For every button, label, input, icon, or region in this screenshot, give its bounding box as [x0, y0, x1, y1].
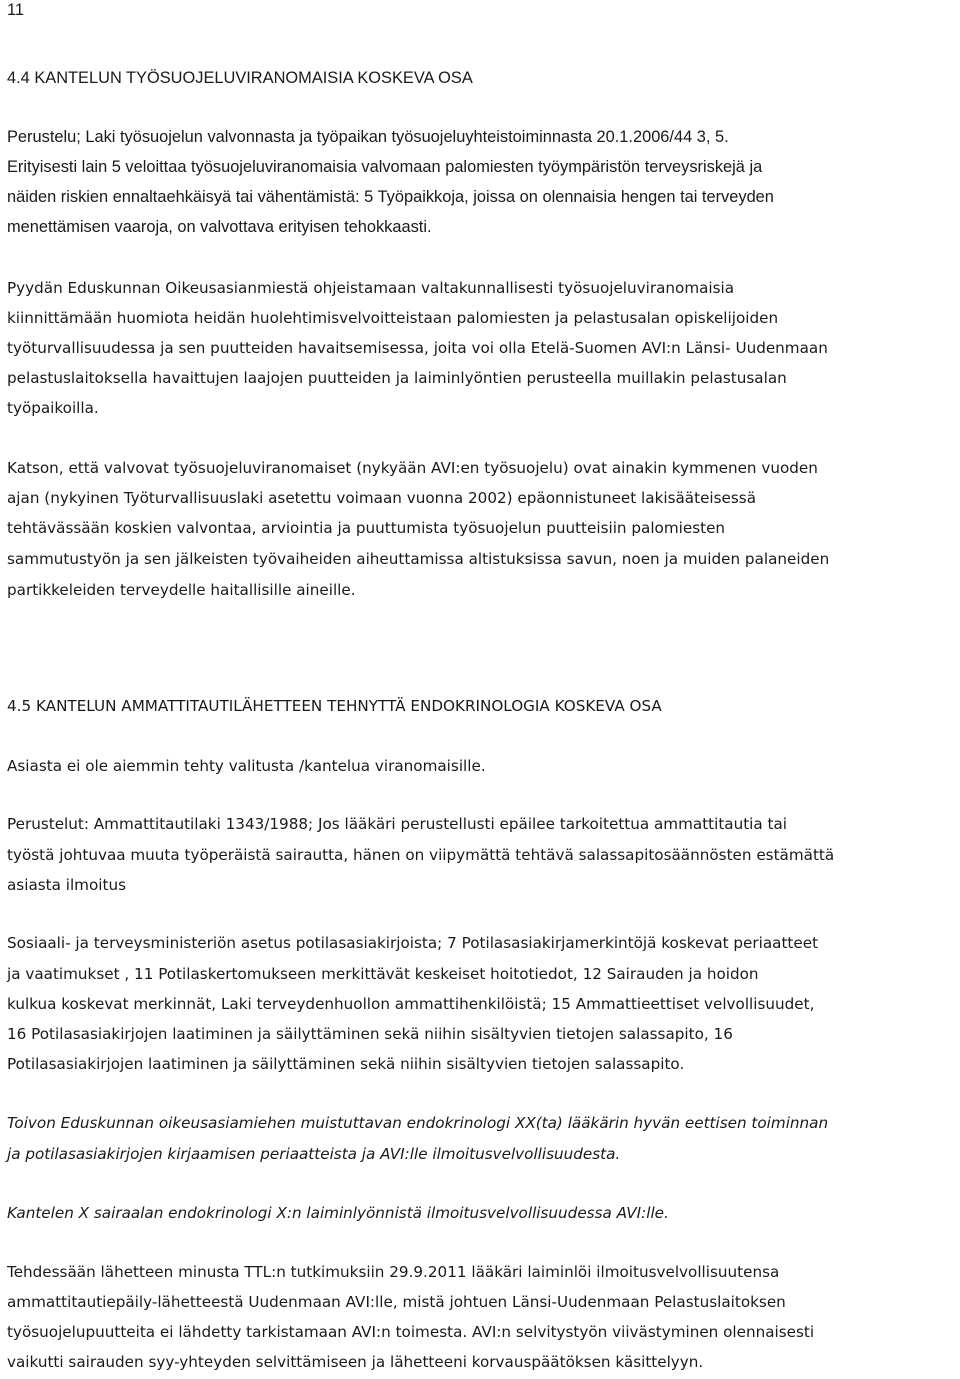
page-number: 11 [7, 1, 25, 19]
paragraph-line: Kantelen X sairaalan endokrinologi X:n laiminlyönnistä ilmoitusvelvollisuudessa AVI:lle. [7, 1204, 669, 1222]
paragraph-line: tehtävässään koskien valvontaa, arviointia ja puuttumista työsuojelun puutteisiin palomiesten [7, 519, 726, 537]
paragraph-line: menettämisen vaaroja, on valvottava erityisen tehokkaasti. [7, 218, 432, 236]
paragraph-line: sammutustyön ja sen jälkeisten työvaiheiden aiheuttamissa altistuksissa savun, noen ja muiden palaneiden [7, 550, 830, 568]
paragraph-line: kulkua koskevat merkinnät, Laki terveydenhuollon ammattihenkilöistä; 15 Ammattieettiset velvollisuudet, [7, 995, 815, 1013]
paragraph-line: ammattitautiepäily-lähetteestä Uudenmaan AVI:lle, mistä johtuen Länsi-Uudenmaan Pelastuslaitoksen [7, 1293, 786, 1311]
section-heading-4-4: 4.4 KANTELUN TYÖSUOJELUVIRANOMAISIA KOSKEVA OSA [7, 69, 473, 87]
paragraph-line: 16 Potilasasiakirjojen laatiminen ja säilyttäminen sekä niihin sisältyvien tietojen salassapito, 16 [7, 1025, 733, 1043]
paragraph-line: pelastuslaitoksella havaittujen laajojen puutteiden ja laiminlyöntien perusteella muillakin pelastusalan [7, 369, 787, 387]
paragraph-line: työpaikoilla. [7, 399, 99, 417]
paragraph-line: Potilasasiakirjojen laatiminen ja säilyttäminen sekä niihin sisältyvien tietojen salassapito. [7, 1055, 685, 1073]
paragraph-line: partikkeleiden terveydelle haitallisille aineille. [7, 581, 356, 599]
paragraph-line: kiinnittämään huomiota heidän huolehtimisvelvoitteistaan palomiesten ja pelastusalan opiskelijoiden [7, 309, 779, 327]
paragraph-line: Tehdessään lähetteen minusta TTL:n tutkimuksiin 29.9.2011 lääkäri laiminlöi ilmoitusvelvollisuutensa [7, 1263, 780, 1281]
paragraph-line: Toivon Eduskunnan oikeusasiamiehen muistuttavan endokrinologi XX(ta) lääkärin hyvän eettisen toiminnan [7, 1114, 829, 1132]
paragraph-line: vaikutti sairauden syy-yhteyden selvittämiseen ja lähetteeni korvauspäätöksen käsittelyyn. [7, 1353, 704, 1371]
section-heading-4-5: 4.5 KANTELUN AMMATTITAUTILÄHETTEEN TEHNYTTÄ ENDOKRINOLOGIA KOSKEVA OSA [7, 697, 662, 715]
paragraph-line: Katson, että valvovat työsuojeluviranomaiset (nykyään AVI:en työsuojelu) ovat ainakin kymmenen vuoden [7, 459, 818, 477]
paragraph-line: ajan (nykyinen Työturvallisuuslaki asetettu voimaan vuonna 2002) epäonnistuneet lakisääteisessä [7, 489, 757, 507]
paragraph-line: työsuojelupuutteita ei lähdetty tarkistamaan AVI:n toimesta. AVI:n selvitystyön viivästyminen olennaisesti [7, 1323, 815, 1341]
paragraph-line: Sosiaali- ja terveysministeriön asetus potilasasiakirjoista; 7 Potilasasiakirjamerkintöjä koskevat periaatteet [7, 934, 819, 952]
paragraph-line: työturvallisuudessa ja sen puutteiden havaitsemisessa, joita voi olla Etelä-Suomen AVI:n Länsi- Uudenmaan [7, 339, 828, 357]
paragraph-line: Perustelut: Ammattitautilaki 1343/1988; Jos lääkäri perustellusti epäilee tarkoitettua ammattitautia tai [7, 815, 788, 833]
paragraph-line: työstä johtuvaa muuta työperäistä sairautta, hänen on viipymättä tehtävä salassapitosäännösten estämättä [7, 846, 835, 864]
paragraph-line: asiasta ilmoitus [7, 876, 126, 894]
paragraph-line: Perustelu; Laki työsuojelun valvonnasta ja työpaikan työsuojeluyhteistoiminnasta 20.1.2006/44 3, 5. [7, 128, 729, 146]
paragraph-line: Pyydän Eduskunnan Oikeusasianmiestä ohjeistamaan valtakunnallisesti työsuojeluviranomaisia [7, 279, 735, 297]
paragraph-line: Erityisesti lain 5 veloittaa työsuojeluviranomaisia valvomaan palomiesten työympäristön terveysriskejä ja [7, 158, 763, 176]
paragraph-line: ja vaatimukset , 11 Potilaskertomukseen merkittävät keskeiset hoitotiedot, 12 Sairauden ja hoidon [7, 965, 759, 983]
paragraph-line: näiden riskien ennaltaehkäisyä tai vähentämistä: 5 Työpaikkoja, joissa on olennaisia hengen tai terveyden [7, 188, 774, 206]
paragraph-line: ja potilasasiakirjojen kirjaamisen periaatteista ja AVI:lle ilmoitusvelvollisuudesta. [7, 1145, 621, 1163]
paragraph-line: Asiasta ei ole aiemmin tehty valitusta /kantelua viranomaisille. [7, 757, 486, 775]
